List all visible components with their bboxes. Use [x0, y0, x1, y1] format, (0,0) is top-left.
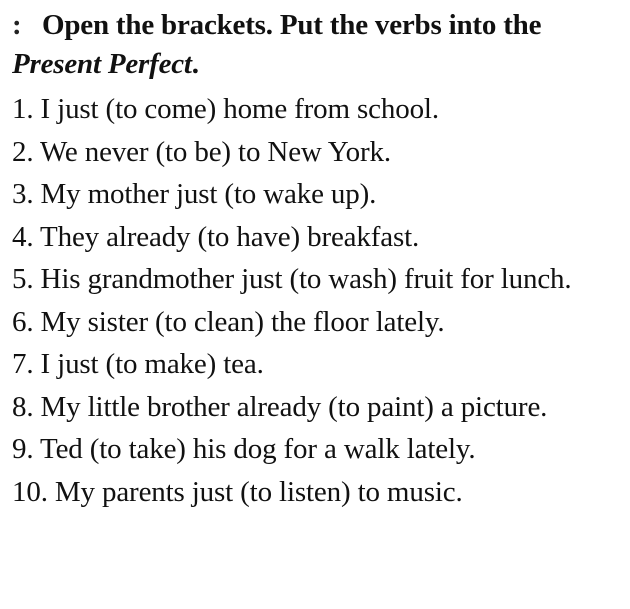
exercise-item-7: 7. I just (to make) tea.: [12, 348, 264, 380]
exercise-item-5: 5. His grandmother just (to wash) fruit for lunch.: [12, 263, 572, 295]
instruction-period: .: [191, 48, 199, 80]
exercise-list: [12, 88, 627, 513]
instruction-text: Open the brackets. Put the verbs into the: [42, 9, 542, 41]
exercise-item-10: 10. My parents just (to listen) to music.: [12, 475, 463, 508]
exercise-heading: [12, 6, 622, 84]
exercise-item-4: 4. They already (to have) breakfast.: [12, 220, 420, 253]
exercise-item-8: 8. My little brother already (to paint) a picture.: [12, 390, 548, 423]
exercise-item-3: 3. My mother just (to wake up).: [12, 178, 377, 210]
exercise-item-1: 1. I just (to come) home from school.: [12, 93, 439, 125]
tense-name: Present Perfect: [12, 48, 192, 80]
exercise-item-6: 6. My sister (to clean) the floor lately.: [12, 305, 445, 338]
exercise-item-9: 9. Ted (to take) his dog for a walk lately.: [12, 433, 476, 465]
exercise-number: :: [12, 9, 22, 41]
exercise-item-2: 2. We never (to be) to New York.: [12, 135, 391, 168]
